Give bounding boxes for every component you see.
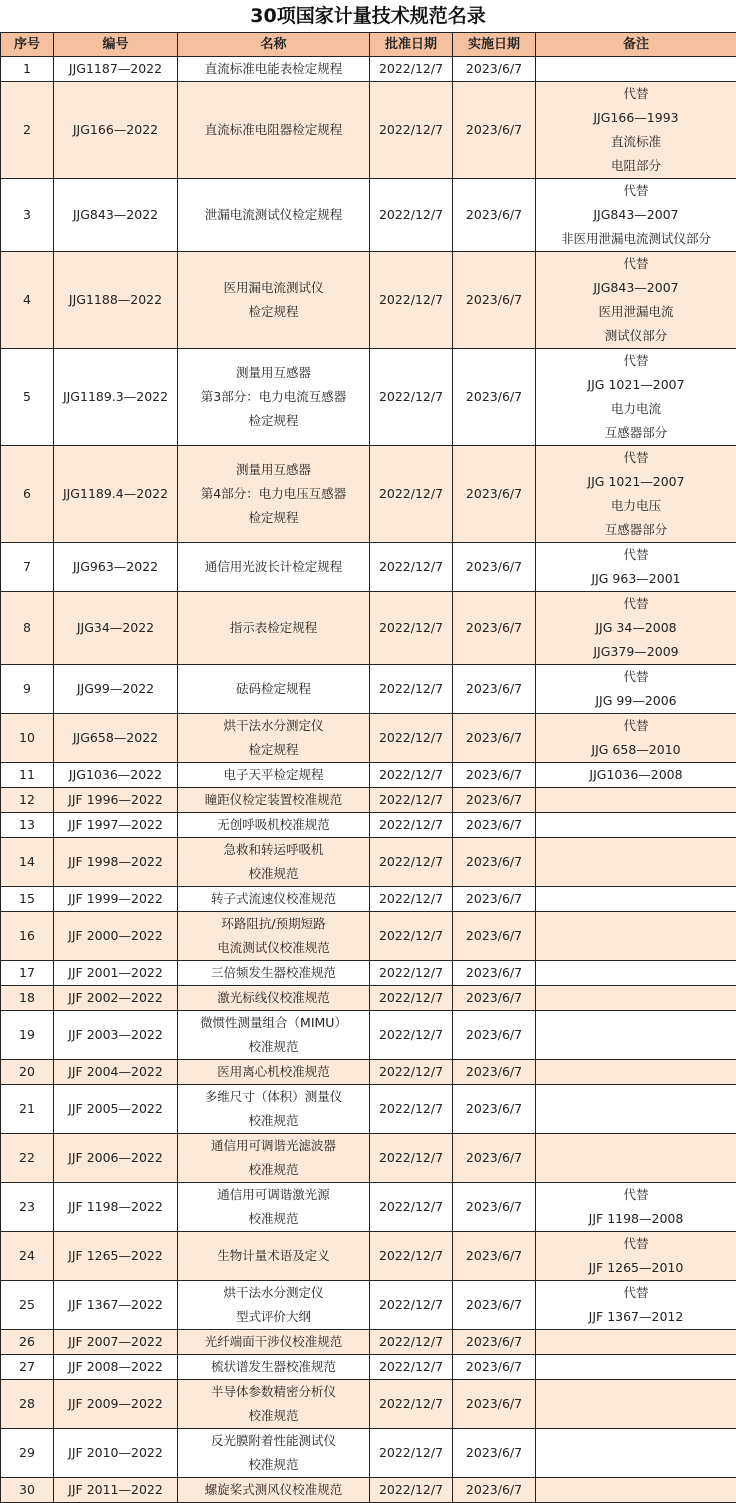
cell-name xyxy=(178,592,370,665)
cell-code: JJF 1996—2022 xyxy=(54,788,178,813)
cell-name-line: 检定规程 xyxy=(180,738,367,762)
cell-approved-date: 2022/12/7 xyxy=(370,788,453,813)
cell-no: 17 xyxy=(1,961,54,986)
cell-note-line: JJF 1265—2010 xyxy=(538,1256,734,1280)
cell-name xyxy=(178,1085,370,1134)
cell-no: 30 xyxy=(1,1478,54,1503)
cell-note xyxy=(536,961,736,986)
cell-note-line: 非医用泄漏电流测试仪部分 xyxy=(538,227,734,251)
cell-no: 25 xyxy=(1,1281,54,1330)
cell-note-line: JJG 963—2001 xyxy=(538,567,734,591)
cell-name-line: 校准规范 xyxy=(180,1404,367,1428)
cell-note xyxy=(536,887,736,912)
cell-name-line: 医用离心机校准规范 xyxy=(180,1060,367,1084)
cell-effective-date: 2023/6/7 xyxy=(453,961,536,986)
cell-note xyxy=(536,1355,736,1380)
cell-note-line: 代替 xyxy=(538,1281,734,1305)
cell-effective-date: 2023/6/7 xyxy=(453,665,536,714)
cell-effective-date: 2023/6/7 xyxy=(453,1478,536,1503)
cell-no: 27 xyxy=(1,1355,54,1380)
cell-approved-date: 2022/12/7 xyxy=(370,1281,453,1330)
cell-code: JJG1189.4—2022 xyxy=(54,446,178,543)
cell-note-line: 代替 xyxy=(538,446,734,470)
cell-approved-date: 2022/12/7 xyxy=(370,1355,453,1380)
cell-approved-date: 2022/12/7 xyxy=(370,986,453,1011)
cell-note-line: JJG843—2007 xyxy=(538,203,734,227)
cell-no: 24 xyxy=(1,1232,54,1281)
cell-effective-date: 2023/6/7 xyxy=(453,1183,536,1232)
cell-note xyxy=(536,788,736,813)
cell-no: 10 xyxy=(1,714,54,763)
cell-code: JJF 2006—2022 xyxy=(54,1134,178,1183)
cell-name xyxy=(178,714,370,763)
cell-note-line: 互感器部分 xyxy=(538,518,734,542)
cell-name xyxy=(178,788,370,813)
cell-note xyxy=(536,1281,736,1330)
cell-note-line: 代替 xyxy=(538,592,734,616)
cell-name xyxy=(178,838,370,887)
cell-note xyxy=(536,1330,736,1355)
cell-note xyxy=(536,838,736,887)
cell-code: JJF 2003—2022 xyxy=(54,1011,178,1060)
cell-name-line: 瞳距仪检定装置校准规范 xyxy=(180,788,367,812)
cell-no: 16 xyxy=(1,912,54,961)
cell-name xyxy=(178,986,370,1011)
specification-table xyxy=(0,32,736,1503)
cell-code: JJG1187—2022 xyxy=(54,57,178,82)
cell-no: 3 xyxy=(1,179,54,252)
cell-no: 28 xyxy=(1,1380,54,1429)
cell-note xyxy=(536,1060,736,1085)
cell-name xyxy=(178,57,370,82)
cell-name xyxy=(178,179,370,252)
cell-note xyxy=(536,179,736,252)
cell-effective-date: 2023/6/7 xyxy=(453,813,536,838)
cell-effective-date: 2023/6/7 xyxy=(453,714,536,763)
cell-no: 29 xyxy=(1,1429,54,1478)
cell-name-line: 检定规程 xyxy=(180,409,367,433)
cell-approved-date: 2022/12/7 xyxy=(370,1380,453,1429)
table-row xyxy=(1,1134,736,1183)
cell-name xyxy=(178,763,370,788)
cell-note-line: 测试仪部分 xyxy=(538,324,734,348)
cell-note-line: JJG 1021—2007 xyxy=(538,373,734,397)
cell-code: JJF 2009—2022 xyxy=(54,1380,178,1429)
cell-note-line: 代替 xyxy=(538,252,734,276)
cell-name-line: 校准规范 xyxy=(180,1207,367,1231)
cell-note-line: JJG1036—2008 xyxy=(538,763,734,787)
cell-name-line: 反光膜附着性能测试仪 xyxy=(180,1429,367,1453)
cell-no: 8 xyxy=(1,592,54,665)
cell-approved-date: 2022/12/7 xyxy=(370,763,453,788)
cell-name-line: 第3部分：电力电流互感器 xyxy=(180,385,367,409)
cell-name-line: 校准规范 xyxy=(180,1035,367,1059)
cell-note-line: 代替 xyxy=(538,714,734,738)
cell-code: JJF 2002—2022 xyxy=(54,986,178,1011)
cell-effective-date: 2023/6/7 xyxy=(453,887,536,912)
cell-approved-date: 2022/12/7 xyxy=(370,1011,453,1060)
cell-no: 14 xyxy=(1,838,54,887)
cell-code: JJF 2010—2022 xyxy=(54,1429,178,1478)
cell-code: JJF 2001—2022 xyxy=(54,961,178,986)
cell-name xyxy=(178,1355,370,1380)
cell-note xyxy=(536,446,736,543)
cell-code: JJG843—2022 xyxy=(54,179,178,252)
cell-name-line: 型式评价大纲 xyxy=(180,1305,367,1329)
cell-note-line: 电力电流 xyxy=(538,397,734,421)
cell-effective-date: 2023/6/7 xyxy=(453,986,536,1011)
cell-name-line: 多维尺寸（体积）测量仪 xyxy=(180,1085,367,1109)
cell-effective-date: 2023/6/7 xyxy=(453,788,536,813)
cell-name-line: 急救和转运呼吸机 xyxy=(180,838,367,862)
table-row xyxy=(1,252,736,349)
cell-code: JJF 2004—2022 xyxy=(54,1060,178,1085)
cell-no: 9 xyxy=(1,665,54,714)
cell-note-line: 代替 xyxy=(538,1183,734,1207)
cell-name-line: 通信用光波长计检定规程 xyxy=(180,555,367,579)
cell-note xyxy=(536,665,736,714)
cell-approved-date: 2022/12/7 xyxy=(370,1060,453,1085)
cell-name xyxy=(178,912,370,961)
header-no: 序号 xyxy=(1,33,54,57)
cell-note-line: JJG 99—2006 xyxy=(538,689,734,713)
header-name: 名称 xyxy=(178,33,370,57)
cell-effective-date: 2023/6/7 xyxy=(453,1429,536,1478)
cell-note-line: 代替 xyxy=(538,179,734,203)
header-note: 备注 xyxy=(536,33,736,57)
cell-approved-date: 2022/12/7 xyxy=(370,252,453,349)
cell-name-line: 通信用可调谐激光源 xyxy=(180,1183,367,1207)
cell-code: JJF 1997—2022 xyxy=(54,813,178,838)
table-row xyxy=(1,592,736,665)
cell-name-line: 电流测试仪校准规范 xyxy=(180,936,367,960)
table-row xyxy=(1,82,736,179)
cell-effective-date: 2023/6/7 xyxy=(453,57,536,82)
cell-code: JJF 1265—2022 xyxy=(54,1232,178,1281)
cell-name-line: 直流标准电能表检定规程 xyxy=(180,57,367,81)
cell-approved-date: 2022/12/7 xyxy=(370,961,453,986)
cell-no: 2 xyxy=(1,82,54,179)
cell-name xyxy=(178,1183,370,1232)
cell-name xyxy=(178,1478,370,1503)
cell-name-line: 测量用互感器 xyxy=(180,361,367,385)
cell-code: JJG34—2022 xyxy=(54,592,178,665)
cell-name-line: 无创呼吸机校准规范 xyxy=(180,813,367,837)
table-row xyxy=(1,57,736,82)
header-approved-date: 批准日期 xyxy=(370,33,453,57)
cell-note-line: 代替 xyxy=(538,82,734,106)
cell-effective-date: 2023/6/7 xyxy=(453,82,536,179)
cell-name xyxy=(178,1060,370,1085)
cell-name-line: 半导体参数精密分析仪 xyxy=(180,1380,367,1404)
cell-code: JJF 1998—2022 xyxy=(54,838,178,887)
cell-note xyxy=(536,986,736,1011)
cell-name-line: 校准规范 xyxy=(180,862,367,886)
cell-name xyxy=(178,349,370,446)
cell-note-line: JJG166—1993 xyxy=(538,106,734,130)
cell-note xyxy=(536,1085,736,1134)
cell-code: JJF 2005—2022 xyxy=(54,1085,178,1134)
cell-effective-date: 2023/6/7 xyxy=(453,592,536,665)
table-row xyxy=(1,961,736,986)
cell-no: 20 xyxy=(1,1060,54,1085)
table-row xyxy=(1,986,736,1011)
cell-no: 23 xyxy=(1,1183,54,1232)
cell-no: 4 xyxy=(1,252,54,349)
cell-approved-date: 2022/12/7 xyxy=(370,1183,453,1232)
cell-note xyxy=(536,1429,736,1478)
table-row xyxy=(1,813,736,838)
cell-note xyxy=(536,714,736,763)
cell-code: JJG99—2022 xyxy=(54,665,178,714)
cell-no: 22 xyxy=(1,1134,54,1183)
cell-effective-date: 2023/6/7 xyxy=(453,1232,536,1281)
header-code: 编号 xyxy=(54,33,178,57)
cell-no: 7 xyxy=(1,543,54,592)
cell-no: 12 xyxy=(1,788,54,813)
cell-note xyxy=(536,1134,736,1183)
table-row xyxy=(1,179,736,252)
cell-name-line: 泄漏电流测试仪检定规程 xyxy=(180,203,367,227)
table-row xyxy=(1,1060,736,1085)
cell-name xyxy=(178,82,370,179)
cell-no: 5 xyxy=(1,349,54,446)
table-row xyxy=(1,1429,736,1478)
cell-name xyxy=(178,887,370,912)
table-row xyxy=(1,1355,736,1380)
cell-note-line: 代替 xyxy=(538,1232,734,1256)
cell-approved-date: 2022/12/7 xyxy=(370,887,453,912)
cell-name xyxy=(178,1281,370,1330)
cell-note xyxy=(536,1011,736,1060)
cell-code: JJF 2007—2022 xyxy=(54,1330,178,1355)
cell-approved-date: 2022/12/7 xyxy=(370,1232,453,1281)
cell-name xyxy=(178,1429,370,1478)
cell-note xyxy=(536,349,736,446)
cell-name-line: 医用漏电流测试仪 xyxy=(180,276,367,300)
cell-effective-date: 2023/6/7 xyxy=(453,763,536,788)
cell-no: 18 xyxy=(1,986,54,1011)
cell-note xyxy=(536,912,736,961)
cell-no: 1 xyxy=(1,57,54,82)
cell-name-line: 烘干法水分测定仪 xyxy=(180,714,367,738)
cell-effective-date: 2023/6/7 xyxy=(453,1380,536,1429)
cell-note xyxy=(536,82,736,179)
table-header-row xyxy=(1,33,736,57)
cell-note-line: JJG 34—2008 xyxy=(538,616,734,640)
cell-note-line: 医用泄漏电流 xyxy=(538,300,734,324)
cell-effective-date: 2023/6/7 xyxy=(453,1011,536,1060)
cell-effective-date: 2023/6/7 xyxy=(453,1134,536,1183)
cell-note-line: 互感器部分 xyxy=(538,421,734,445)
cell-no: 26 xyxy=(1,1330,54,1355)
cell-approved-date: 2022/12/7 xyxy=(370,1085,453,1134)
cell-approved-date: 2022/12/7 xyxy=(370,349,453,446)
cell-name-line: 转子式流速仪校准规范 xyxy=(180,887,367,911)
cell-note xyxy=(536,763,736,788)
cell-name xyxy=(178,543,370,592)
cell-no: 13 xyxy=(1,813,54,838)
cell-name-line: 烘干法水分测定仪 xyxy=(180,1281,367,1305)
table-row xyxy=(1,1085,736,1134)
table-row xyxy=(1,349,736,446)
cell-approved-date: 2022/12/7 xyxy=(370,714,453,763)
cell-effective-date: 2023/6/7 xyxy=(453,252,536,349)
table-row xyxy=(1,543,736,592)
cell-note-line: 直流标准 xyxy=(538,130,734,154)
cell-note-line: 电阻部分 xyxy=(538,154,734,178)
cell-note-line: 代替 xyxy=(538,349,734,373)
cell-note-line: JJF 1367—2012 xyxy=(538,1305,734,1329)
cell-approved-date: 2022/12/7 xyxy=(370,1134,453,1183)
cell-name-line: 梳状谱发生器校准规范 xyxy=(180,1355,367,1379)
cell-name-line: 校准规范 xyxy=(180,1158,367,1182)
cell-name-line: 指示表检定规程 xyxy=(180,616,367,640)
cell-note-line: JJG379—2009 xyxy=(538,640,734,664)
cell-name-line: 微惯性测量组合（MIMU） xyxy=(180,1011,367,1035)
cell-name-line: 生物计量术语及定义 xyxy=(180,1244,367,1268)
header-effective-date: 实施日期 xyxy=(453,33,536,57)
cell-name-line: 校准规范 xyxy=(180,1109,367,1133)
cell-name xyxy=(178,665,370,714)
cell-approved-date: 2022/12/7 xyxy=(370,665,453,714)
cell-name xyxy=(178,1232,370,1281)
cell-note-line: 电力电压 xyxy=(538,494,734,518)
cell-name-line: 检定规程 xyxy=(180,300,367,324)
cell-approved-date: 2022/12/7 xyxy=(370,543,453,592)
cell-name xyxy=(178,1011,370,1060)
cell-approved-date: 2022/12/7 xyxy=(370,57,453,82)
table-row xyxy=(1,1330,736,1355)
table-row xyxy=(1,1183,736,1232)
cell-name-line: 检定规程 xyxy=(180,506,367,530)
cell-code: JJF 1999—2022 xyxy=(54,887,178,912)
cell-approved-date: 2022/12/7 xyxy=(370,82,453,179)
cell-note-line: 代替 xyxy=(538,665,734,689)
cell-name-line: 光纤端面干涉仪校准规范 xyxy=(180,1330,367,1354)
cell-note xyxy=(536,543,736,592)
cell-no: 11 xyxy=(1,763,54,788)
cell-code: JJG166—2022 xyxy=(54,82,178,179)
cell-code: JJF 1367—2022 xyxy=(54,1281,178,1330)
cell-code: JJG1036—2022 xyxy=(54,763,178,788)
cell-code: JJG963—2022 xyxy=(54,543,178,592)
table-row xyxy=(1,665,736,714)
cell-code: JJF 2000—2022 xyxy=(54,912,178,961)
cell-effective-date: 2023/6/7 xyxy=(453,912,536,961)
cell-name-line: 三倍频发生器校准规范 xyxy=(180,961,367,985)
cell-approved-date: 2022/12/7 xyxy=(370,1478,453,1503)
cell-effective-date: 2023/6/7 xyxy=(453,838,536,887)
cell-approved-date: 2022/12/7 xyxy=(370,813,453,838)
table-row xyxy=(1,1281,736,1330)
table-row xyxy=(1,788,736,813)
cell-effective-date: 2023/6/7 xyxy=(453,1085,536,1134)
cell-note-line: 代替 xyxy=(538,543,734,567)
cell-effective-date: 2023/6/7 xyxy=(453,446,536,543)
cell-name-line: 直流标准电阻器检定规程 xyxy=(180,118,367,142)
cell-note xyxy=(536,813,736,838)
cell-name-line: 校准规范 xyxy=(180,1453,367,1477)
cell-note-line: JJF 1198—2008 xyxy=(538,1207,734,1231)
cell-note xyxy=(536,252,736,349)
cell-name xyxy=(178,446,370,543)
cell-note xyxy=(536,1183,736,1232)
cell-code: JJF 2011—2022 xyxy=(54,1478,178,1503)
table-row xyxy=(1,763,736,788)
page-title: 30项国家计量技术规范名录 xyxy=(0,0,736,32)
cell-name-line: 激光标线仪校准规范 xyxy=(180,986,367,1010)
cell-name xyxy=(178,1134,370,1183)
table-row xyxy=(1,446,736,543)
cell-name xyxy=(178,961,370,986)
cell-code: JJF 1198—2022 xyxy=(54,1183,178,1232)
cell-note xyxy=(536,1232,736,1281)
cell-name-line: 通信用可调谐光滤波器 xyxy=(180,1134,367,1158)
cell-code: JJG658—2022 xyxy=(54,714,178,763)
cell-no: 19 xyxy=(1,1011,54,1060)
cell-name xyxy=(178,1380,370,1429)
cell-note-line: JJG843—2007 xyxy=(538,276,734,300)
cell-note xyxy=(536,57,736,82)
table-row xyxy=(1,887,736,912)
cell-note xyxy=(536,592,736,665)
cell-effective-date: 2023/6/7 xyxy=(453,1281,536,1330)
cell-note-line: JJG 1021—2007 xyxy=(538,470,734,494)
table-row xyxy=(1,1478,736,1503)
cell-effective-date: 2023/6/7 xyxy=(453,1330,536,1355)
cell-name-line: 第4部分：电力电压互感器 xyxy=(180,482,367,506)
cell-code: JJG1188—2022 xyxy=(54,252,178,349)
cell-note xyxy=(536,1380,736,1429)
cell-note xyxy=(536,1478,736,1503)
cell-name-line: 环路阻抗/预期短路 xyxy=(180,912,367,936)
table-row xyxy=(1,1380,736,1429)
cell-effective-date: 2023/6/7 xyxy=(453,179,536,252)
cell-approved-date: 2022/12/7 xyxy=(370,179,453,252)
cell-effective-date: 2023/6/7 xyxy=(453,1355,536,1380)
cell-no: 6 xyxy=(1,446,54,543)
cell-approved-date: 2022/12/7 xyxy=(370,912,453,961)
table-row xyxy=(1,1232,736,1281)
cell-approved-date: 2022/12/7 xyxy=(370,446,453,543)
cell-name xyxy=(178,813,370,838)
cell-name xyxy=(178,252,370,349)
cell-no: 15 xyxy=(1,887,54,912)
cell-name-line: 砝码检定规程 xyxy=(180,677,367,701)
cell-name-line: 测量用互感器 xyxy=(180,458,367,482)
table-row xyxy=(1,714,736,763)
cell-name-line: 螺旋桨式测风仪校准规范 xyxy=(180,1478,367,1502)
cell-effective-date: 2023/6/7 xyxy=(453,1060,536,1085)
cell-code: JJG1189.3—2022 xyxy=(54,349,178,446)
table-row xyxy=(1,912,736,961)
cell-no: 21 xyxy=(1,1085,54,1134)
cell-approved-date: 2022/12/7 xyxy=(370,1330,453,1355)
cell-approved-date: 2022/12/7 xyxy=(370,592,453,665)
cell-name-line: 电子天平检定规程 xyxy=(180,763,367,787)
cell-name xyxy=(178,1330,370,1355)
cell-effective-date: 2023/6/7 xyxy=(453,543,536,592)
cell-approved-date: 2022/12/7 xyxy=(370,838,453,887)
table-row xyxy=(1,1011,736,1060)
cell-code: JJF 2008—2022 xyxy=(54,1355,178,1380)
cell-note-line: JJG 658—2010 xyxy=(538,738,734,762)
table-row xyxy=(1,838,736,887)
cell-approved-date: 2022/12/7 xyxy=(370,1429,453,1478)
cell-effective-date: 2023/6/7 xyxy=(453,349,536,446)
